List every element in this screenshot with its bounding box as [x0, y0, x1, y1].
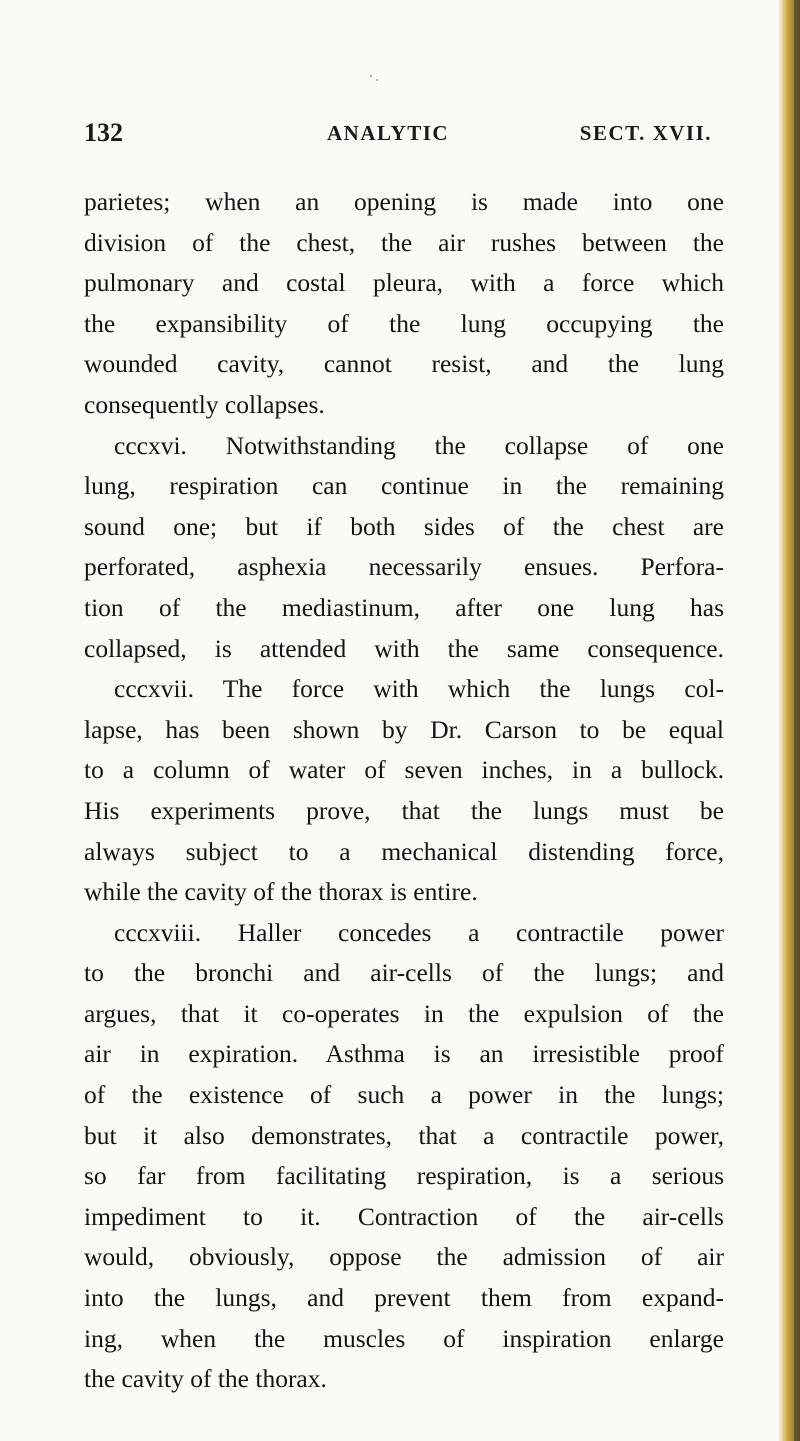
text-line: to a column of water of seven inches, in a bullock.: [84, 755, 724, 785]
page-number: 132: [84, 118, 123, 147]
text-line: air in expiration. Asthma is an irresistible proof: [84, 1039, 724, 1069]
section-label: SECT. XVII.: [579, 121, 712, 145]
text-line: of the existence of such a power in the lungs;: [84, 1080, 724, 1110]
text-line: while the cavity of the thorax is entire.: [84, 877, 478, 907]
text-line: so far from facilitating respiration, is a serious: [84, 1161, 724, 1191]
text-line: perforated, asphexia necessarily ensues. Perfora-: [84, 552, 724, 582]
text-line: division of the chest, the air rushes between the: [84, 227, 724, 257]
text-line: cccxvii. The force with which the lungs col-: [114, 674, 724, 704]
text-line: argues, that it co-operates in the expulsion of the: [84, 998, 724, 1028]
paper-speck: [370, 75, 372, 77]
paper-speck: [376, 79, 378, 81]
text-line: lapse, has been shown by Dr. Carson to be equal: [84, 714, 724, 744]
text-line: but it also demonstrates, that a contractile power,: [84, 1120, 724, 1150]
running-header: [84, 118, 712, 154]
text-line: lung, respiration can continue in the remaining: [84, 471, 724, 501]
text-line: parietes; when an opening is made into one: [84, 187, 724, 216]
text-line: cccxviii. Haller concedes a contractile power: [114, 917, 724, 947]
text-line: ing, when the muscles of inspiration enlarge: [84, 1323, 724, 1353]
text-line: always subject to a mechanical distending force,: [84, 836, 724, 866]
text-line: impediment to it. Contraction of the air-cells: [84, 1201, 724, 1231]
text-line: sound one; but if both sides of the chest are: [84, 511, 724, 541]
text-line: His experiments prove, that the lungs must be: [84, 795, 724, 825]
text-line: tion of the mediastinum, after one lung has: [84, 592, 724, 622]
text-line: pulmonary and costal pleura, with a force which: [84, 268, 724, 298]
text-line: to the bronchi and air-cells of the lungs; and: [84, 958, 724, 988]
text-line: wounded cavity, cannot resist, and the lung: [84, 349, 724, 379]
body-text: [84, 182, 724, 1400]
text-line: the expansibility of the lung occupying the: [84, 308, 724, 338]
text-line: consequently collapses.: [84, 389, 325, 419]
text-line: would, obviously, oppose the admission of air: [84, 1242, 724, 1272]
running-title: ANALYTIC: [327, 121, 450, 145]
text-line: collapsed, is attended with the same consequence.: [84, 633, 724, 663]
text-line: cccxvi. Notwithstanding the collapse of one: [114, 430, 724, 460]
page-edge-dark: [794, 0, 800, 1441]
text-line: the cavity of the thorax.: [84, 1364, 327, 1394]
text-line: into the lungs, and prevent them from expand-: [84, 1283, 724, 1313]
